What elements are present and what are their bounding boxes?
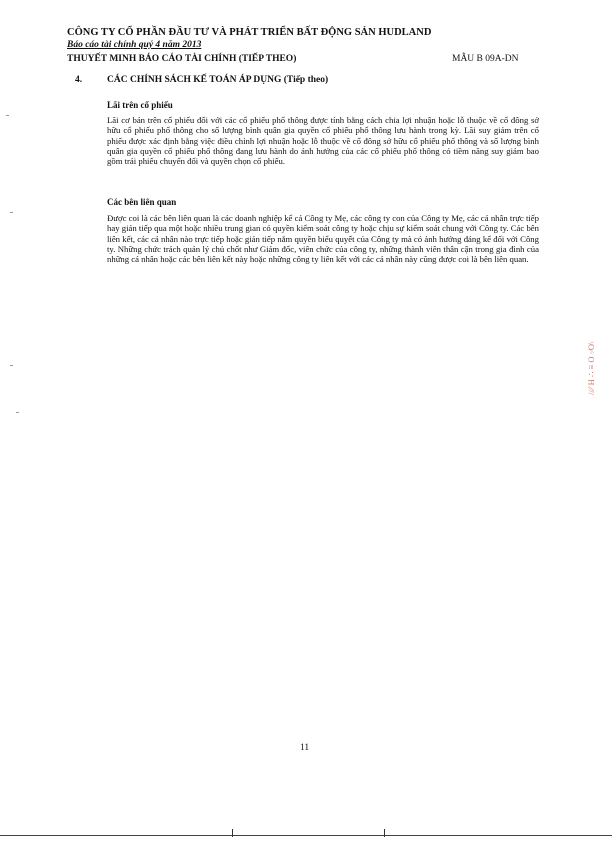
section-title: CÁC CHÍNH SÁCH KẾ TOÁN ÁP DỤNG (Tiếp theo) (107, 75, 329, 85)
related-parties-paragraph: Được coi là các bên liên quan là các doanh nghiệp kể cả Công ty Mẹ, các công ty con của Công ty Mẹ, các cá nhân trực tiếp hay gián tiếp qua một hoặc nhiều trung gian có quyền kiểm soát công ty hoặc chịu sự kiểm soát chung với Công ty. Các bên liên kết, các cá nhân nào trực tiếp hoặc gián tiếp nắm quyền biểu quyết của Công ty mà có ảnh hưởng đáng kể đối với Công ty. Những chức trách quản lý chủ chốt như Giám đốc, viên chức của công ty, những thành viên thân cận trong gia đình của những cá nhân hoặc các bên liên kết này hoặc những công ty liên kết với các cá nhân này cũng được coi là bên liên quan. (107, 213, 539, 265)
section-number: 4. (75, 75, 83, 85)
company-name: CÔNG TY CỔ PHẦN ĐẦU TƯ VÀ PHÁT TRIỂN BẤT ĐỘNG SẢN HUDLAND (67, 27, 432, 38)
scan-mark (6, 115, 9, 116)
page-number: 11 (300, 743, 310, 753)
form-code: MẪU B 09A-DN (452, 54, 519, 64)
bottom-tick-left (232, 829, 233, 837)
scan-mark (10, 212, 13, 213)
bottom-tick-right (384, 829, 385, 837)
document-title: THUYẾT MINH BÁO CÁO TÀI CHÍNH (TIẾP THEO) (67, 54, 297, 64)
report-period: Báo cáo tài chính quý 4 năm 2013 (67, 40, 202, 50)
eps-heading: Lãi trên cổ phiếu (107, 100, 173, 110)
scan-mark (16, 412, 19, 413)
scan-mark (10, 365, 13, 366)
eps-paragraph: Lãi cơ bản trên cổ phiếu đối với các cổ phiếu phổ thông được tính bằng cách chia lợi nhuận hoặc lỗ thuộc về cổ đông sở hữu cổ phiếu phổ thông cho số lượng bình quân gia quyền cổ phiếu phổ thông lưu hành trong kỳ. Lãi suy giảm trên cổ phiếu được xác định bằng việc điều chỉnh lợi nhuận hoặc lỗ thuộc về cổ đông sở hữu cổ phiếu phổ thông và số lượng bình quân gia quyền cổ phiếu phổ thông đang lưu hành do ảnh hưởng của các cổ phiếu phổ thông có tiềm năng suy giảm bao gồm trái phiếu chuyển đổi và quyền chọn cổ phiếu. (107, 115, 539, 167)
related-parties-heading: Các bên liên quan (107, 197, 177, 207)
bottom-rule (0, 835, 612, 836)
margin-stamp: //∕∕ H ∴ ≡ O ·∕O\ (586, 341, 596, 395)
